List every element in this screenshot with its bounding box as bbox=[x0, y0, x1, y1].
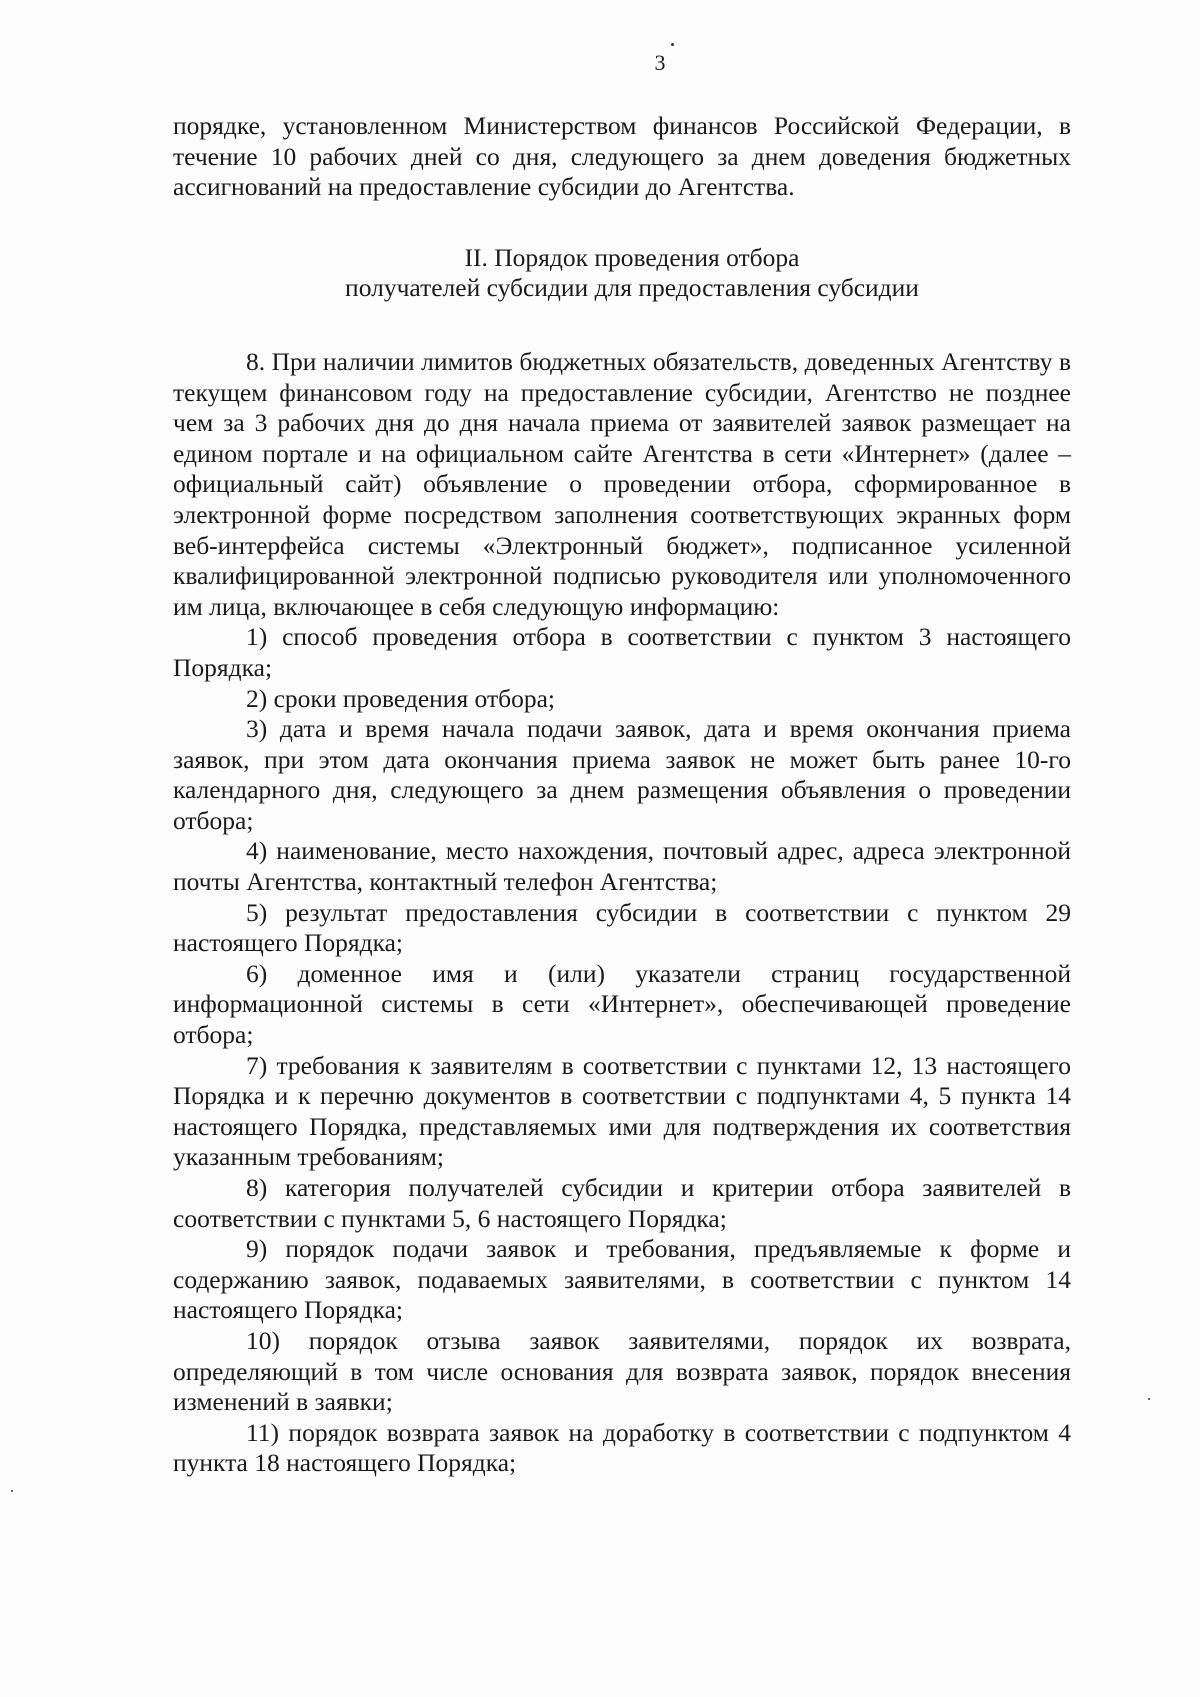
list-item-3: 3) дата и время начала подачи заявок, дата и время окончания приема заявок, при этом дата окончания приема заявок не может быть ранее 10-го календарного дня, следующего за днем размещения объявления о проведении отбора; bbox=[173, 714, 1071, 835]
list-item-6: 6) доменное имя и (или) указатели страниц государственной информационной системы в сети «Интернет», обеспечивающей проведение отбора; bbox=[173, 958, 1071, 1050]
list-item-7: 7) требования к заявителям в соответствии с пунктами 12, 13 настоящего Порядка и к перечню документов в соответствии с подпунктами 4, 5 пункта 14 настоящего Порядка, представляемых ими для подтверждения их соответствия указанным требованиям; bbox=[173, 1050, 1071, 1172]
section-heading bbox=[173, 243, 1071, 304]
scan-speck bbox=[11, 1490, 13, 1492]
list-item-11: 11) порядок возврата заявок на доработку в соответствии с подпунктом 4 пункта 18 настоящего Порядка; bbox=[173, 1417, 1071, 1478]
list-item-10: 10) порядок отзыва заявок заявителями, порядок их возврата, определяющий в том числе основания для возврата заявок, порядок внесения изменений в заявки; bbox=[173, 1325, 1071, 1417]
document-body bbox=[173, 111, 1071, 1479]
list-item-4: 4) наименование, место нахождения, почтовый адрес, адреса электронной почты Агентства, контактный телефон Агентства; bbox=[173, 836, 1071, 897]
paragraph-8: 8. При наличии лимитов бюджетных обязательств, доведенных Агентству в текущем финансовом году на предоставление субсидии, Агентство не позднее чем за 3 рабочих дня до дня начала приема от заявителей заявок размещает на едином портале и на официальном сайте Агентства в сети «Интернет» (далее – официальный сайт) объявление о проведении отбора, сформированное в электронной форме посредством заполнения соответствующих экранных форм веб-интерфейса системы «Электронный бюджет», подписанное усиленной квалифицированной электронной подписью руководителя или уполномоченного им лица, включающее в себя следующую информацию: bbox=[173, 346, 1071, 621]
scan-speck bbox=[671, 43, 674, 46]
section-title-line-1: II. Порядок проведения отбора bbox=[464, 242, 800, 272]
list-item-9: 9) порядок подачи заявок и требования, предъявляемые к форме и содержанию заявок, подаваемых заявителями, в соответствии с пунктом 14 настоящего Порядка; bbox=[173, 1234, 1071, 1325]
section-title-line-2: получателей субсидии для предоставления субсидии bbox=[345, 273, 919, 303]
intro-paragraph: порядке, установленном Министерством финансов Российской Федерации, в течение 10 рабочих дней со дня, следующего за днем доведения бюджетных ассигнований на предоставление субсидии до Агентства. bbox=[173, 111, 1071, 202]
list-item-5: 5) результат предоставления субсидии в соответствии с пунктом 29 настоящего Порядка; bbox=[173, 897, 1071, 958]
list-item-1: 1) способ проведения отбора в соответствии с пунктом 3 настоящего Порядка; bbox=[173, 622, 1071, 682]
scan-speck bbox=[1148, 1398, 1150, 1400]
page-number: 3 bbox=[654, 50, 666, 75]
list-item-2: 2) сроки проведения отбора; bbox=[246, 683, 555, 713]
list-item-8: 8) категория получателей субсидии и критерии отбора заявителей в соответствии с пунктами 5, 6 настоящего Порядка; bbox=[173, 1173, 1071, 1233]
